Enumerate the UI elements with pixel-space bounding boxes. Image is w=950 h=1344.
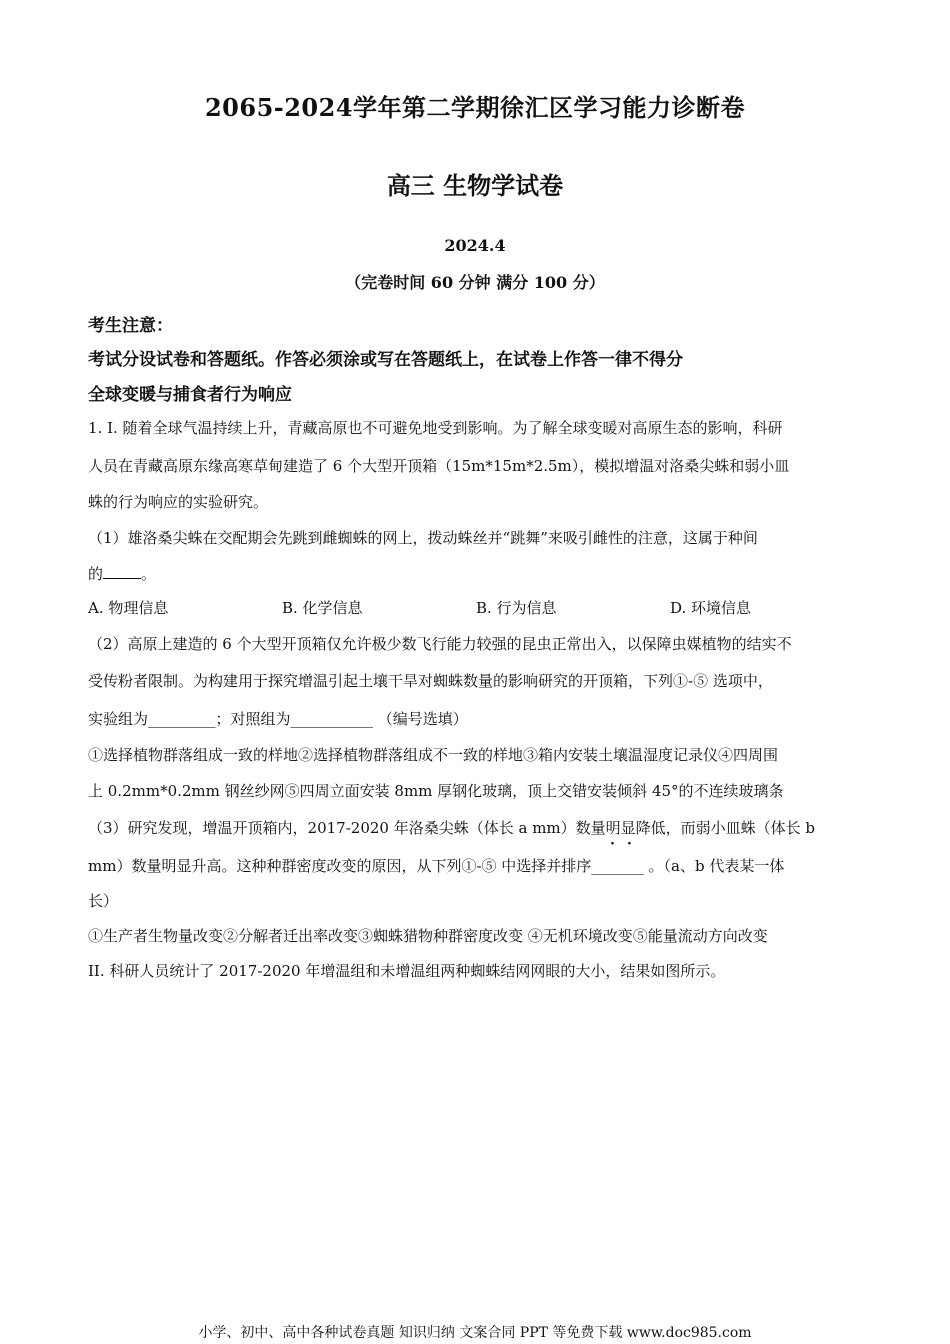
q2-line-3: 实验组为_________；对照组为___________ （编号选填） [88,710,468,728]
q3-line-4: ①生产者生物量改变②分解者迁出率改变③蜘蛛猎物种群密度改变 ④无机环境改变⑤能量流动方向改变 [88,927,768,945]
q2-line-4: ①选择植物群落组成一致的样地②选择植物群落组成不一致的样地③箱内安装土壤温湿度记录仪④四周围 [88,746,779,764]
q1-line-1: （1）雄洛桑尖蛛在交配期会先跳到雌蜘蛛的网上，拨动蛛丝并“跳舞”来吸引雌性的注意，这属于种间 [88,529,758,547]
q3-line-3: 长） [88,892,119,910]
q1-suffix: 。 [141,565,157,583]
q2-line-5: 上 0.2mm*0.2mm 钢丝纱网⑤四周立面安装 8mm 厚钢化玻璃，顶上交错安装倾斜 45°的不连续玻璃条 [88,782,784,800]
page-footer: 小学、初中、高中各种试卷真题 知识归纳 文案合同 PPT 等免费下载 www.doc985.com [198,1325,752,1341]
exam-subtitle: 高三 生物学试卷 [386,171,564,200]
intro-line-1: 1. I. 随着全球气温持续上升，青藏高原也不可避免地受到影响。为了解全球变暖对高原生态的影响，科研 [88,419,783,437]
emphasis-dot: · [610,836,615,852]
intro-line-3: 蛛的行为响应的实验研究。 [88,493,269,511]
intro-line-2: 人员在青藏高原东缘高寒草甸建造了 6 个大型开顶箱（15m*15m*2.5m），模拟增温对洛桑尖蛛和弱小皿 [88,457,790,475]
section-heading: 全球变暖与捕食者行为响应 [88,385,292,405]
q1-prefix: 的 [88,565,104,583]
q2-line-2: 受传粉者限制。为构建用于探究增温引起土壤干旱对蜘蛛数量的影响研究的开顶箱，下列①-⑤ 选项中， [88,672,773,690]
q1-line-2 [88,563,156,584]
exam-date: 2024.4 [444,236,506,255]
option-d: D. 环境信息 [670,599,752,617]
option-a: A. 物理信息 [88,599,169,617]
q2-line-1: （2）高原上建造的 6 个大型开顶箱仅允许极少数飞行能力较强的昆虫正常出入，以保障虫媒植物的结实不 [88,635,792,653]
option-b: B. 化学信息 [282,599,363,617]
part2-line: II. 科研人员统计了 2017-2020 年增温组和未增温组两种蜘蛛结网网眼的大小，结果如图所示。 [88,962,726,980]
q3-line-1: （3）研究发现，增温开顶箱内，2017-2020 年洛桑尖蛛（体长 a mm）数量明显降低，而弱小皿蛛（体长 b [88,819,816,837]
q3-line-2: mm）数量明显升高。这种种群密度改变的原因，从下列①-⑤ 中选择并排序_______ 。（a、b 代表某一体 [88,857,785,875]
notice-text: 考试分设试卷和答题纸。作答必须涂或写在答题纸上，在试卷上作答一律不得分 [88,350,683,370]
exam-duration: （完卷时间 60 分钟 满分 100 分） [345,273,605,292]
q1-answer-blank [103,564,141,579]
option-c: B. 行为信息 [476,599,557,617]
notice-label: 考生注意： [88,316,173,336]
emphasis-dot: · [627,836,632,852]
exam-title: 2065-2024学年第二学期徐汇区学习能力诊断卷 [204,93,746,122]
